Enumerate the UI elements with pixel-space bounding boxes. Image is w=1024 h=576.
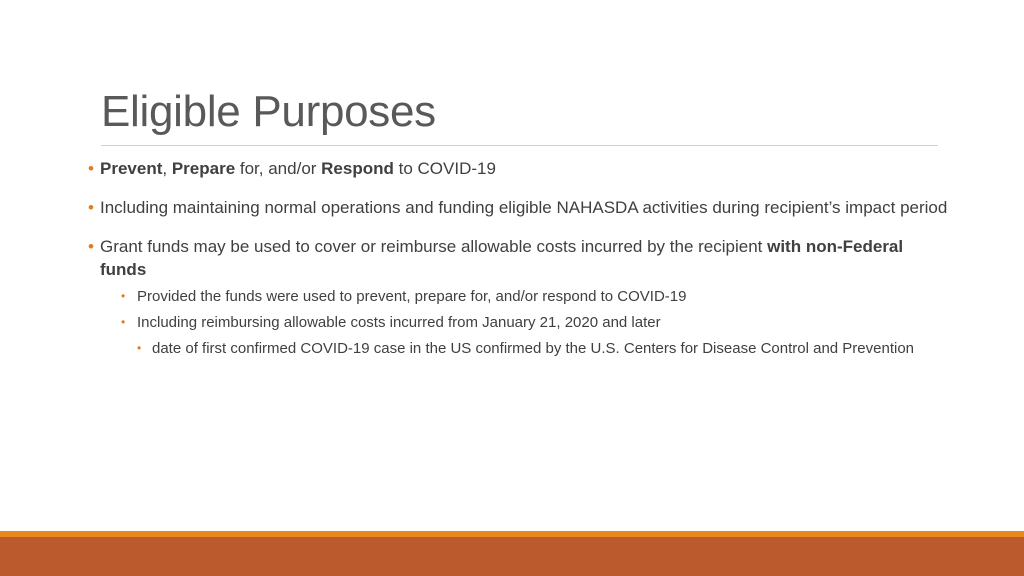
sub-bullet-3-1 bbox=[100, 286, 948, 307]
sub-bullet-3-2 bbox=[100, 312, 948, 333]
slide-content bbox=[88, 157, 948, 359]
bullet-2 bbox=[88, 196, 948, 219]
slide-title: Eligible Purposes bbox=[101, 87, 436, 136]
bullet-dot-icon: • bbox=[88, 198, 94, 217]
bullet-3-seg-0: Grant funds may be used to cover or reimburse allowable costs incurred by the recipient bbox=[100, 237, 768, 256]
title-divider bbox=[101, 145, 938, 146]
bullet-dot-icon: • bbox=[121, 289, 126, 303]
bullet-dot-icon: • bbox=[137, 341, 142, 355]
bullet-3 bbox=[88, 235, 948, 359]
sub-bullet-3-2-text: Including reimbursing allowable costs incurred from January 21, 2020 and later bbox=[137, 314, 661, 331]
bullet-1-seg-5: to COVID-19 bbox=[393, 159, 496, 178]
bullet-1-seg-0: Prevent bbox=[100, 159, 163, 178]
bullet-1-seg-2: Prepare bbox=[171, 159, 236, 178]
sub-bullet-3-1-text: Provided the funds were used to prevent, prepare for, and/or respond to COVID-19 bbox=[137, 288, 687, 305]
bullet-1-seg-3: for, and/or bbox=[235, 159, 322, 178]
footer-bar bbox=[0, 537, 1024, 576]
bullet-2-text: Including maintaining normal operations and funding eligible NAHASDA activities during recipient’s impact period bbox=[100, 198, 948, 217]
sub-sub-bullet-3-2-1-text: date of first confirmed COVID-19 case in the US confirmed by the U.S. Centers for Disease Control and Prevention bbox=[152, 340, 915, 357]
bullet-1-seg-1: , bbox=[162, 159, 172, 178]
bullet-dot-icon: • bbox=[88, 159, 94, 178]
sub-sub-bullet-3-2-1 bbox=[100, 338, 948, 359]
bullet-3-seg-1: with non-Federal funds bbox=[100, 237, 904, 279]
bullet-1-seg-4: Respond bbox=[321, 159, 394, 178]
bullet-dot-icon: • bbox=[88, 237, 94, 256]
bullet-dot-icon: • bbox=[121, 315, 126, 329]
bullet-1 bbox=[88, 157, 948, 180]
